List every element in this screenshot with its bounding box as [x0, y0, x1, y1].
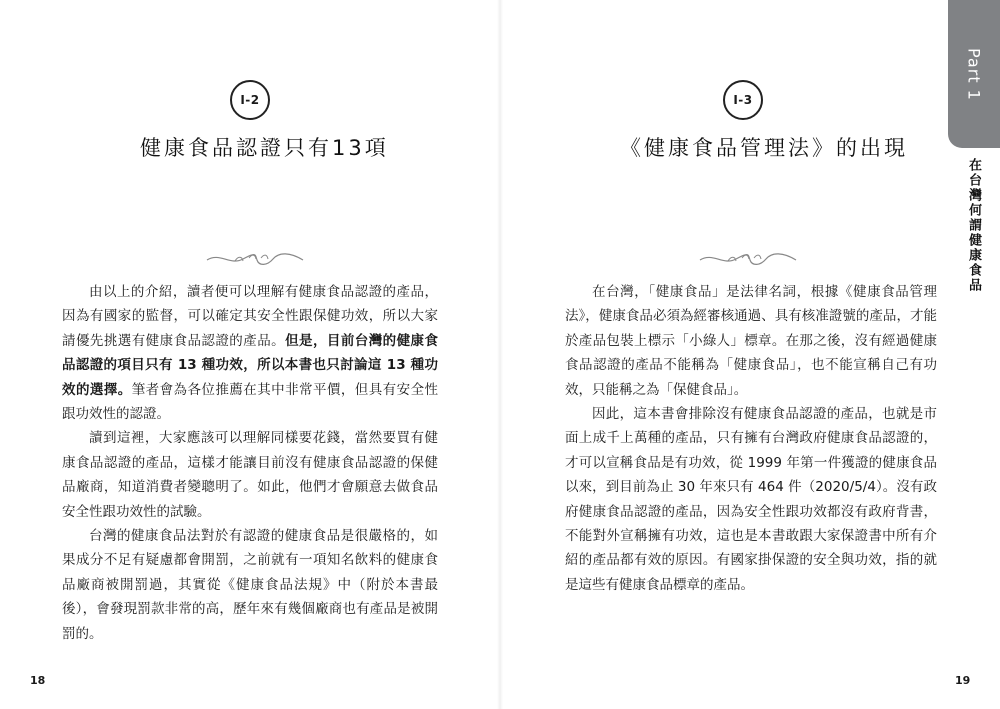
body-text	[62, 280, 438, 646]
paragraph-text: 由以上的介紹，讀者便可以理解有健康食品認證的產品，因為有國家的監督，可以確定其安全性跟保健功效，所以大家請優先挑選有健康食品認證的產品。	[62, 284, 438, 349]
part-label: Part 1	[964, 47, 984, 101]
section-badge: I-3	[723, 80, 763, 120]
paragraph-text: 筆者會為各位推薦在其中非常平價，但具有安全性跟功效性的認證。	[62, 381, 439, 423]
part-tab	[948, 0, 1000, 148]
paragraph	[62, 280, 438, 426]
page-number: 18	[30, 674, 46, 687]
paragraph: 台灣的健康食品法對於有認證的健康食品是很嚴格的，如果成分不足有疑慮都會開罰，之前就有一項知名飲料的健康食品廠商被開罰過，其實從《健康食品法規》中（附於本書最後），會發現罰款非常的高，歷年來有幾個廠商也有產品是被開罰的。	[62, 528, 438, 642]
bold-paragraph-text: 但是，目前台灣的健康食品認證的項目只有 13 種功效，所以本書也只討論這 13 種功效的選擇。	[62, 332, 439, 398]
section-title: 健康食品認證只有13項	[140, 136, 389, 160]
page-number: 19	[955, 674, 971, 687]
right-body-text	[565, 280, 937, 597]
section-badge: I-2	[230, 80, 270, 120]
section-title: 《健康食品管理法》的出現	[620, 136, 908, 160]
paragraph: 讀到這裡，大家應該可以理解同樣要花錢，當然要買有健康食品認證的產品，這樣才能讓目前沒有健康食品認證的保健品廠商，知道消費者變聰明了。如此，他們才會願意去做食品安全性跟功效性的試驗。	[62, 430, 438, 520]
decorative-flourish-icon	[205, 250, 305, 268]
paragraph: 因此，這本書會排除沒有健康食品認證的產品，也就是市面上成千上萬種的產品，只有擁有台灣政府健康食品認證的，才可以宣稱食品是有功效，從 1999 年第一件獲證的健康食品以來，到目前為止 30 年來只有 464 件（2020/5/4）。沒有政府健康食品認證的產品，因為安全性跟功效都沒有政府背書，不能對外宣稱擁有功效，這也是本書敢跟大家保證書中所有介紹的產品都有效的原因。有國家掛保證的安全與功效，指的就是這些有健康食品標章的產品。	[565, 406, 937, 593]
chapter-title-vertical: 在台灣何謂健康食品	[966, 158, 981, 293]
paragraph: 在台灣，「健康食品」是法律名詞，根據《健康食品管理法》，健康食品必須為經審核通過、具有核准證號的產品，才能於產品包裝上標示「小綠人」標章。在那之後，沒有經過健康食品認證的產品不能稱為「健康食品」，也不能宣稱自己有功效，只能稱之為「保健食品」。	[565, 284, 937, 398]
decorative-flourish-icon	[698, 250, 798, 268]
